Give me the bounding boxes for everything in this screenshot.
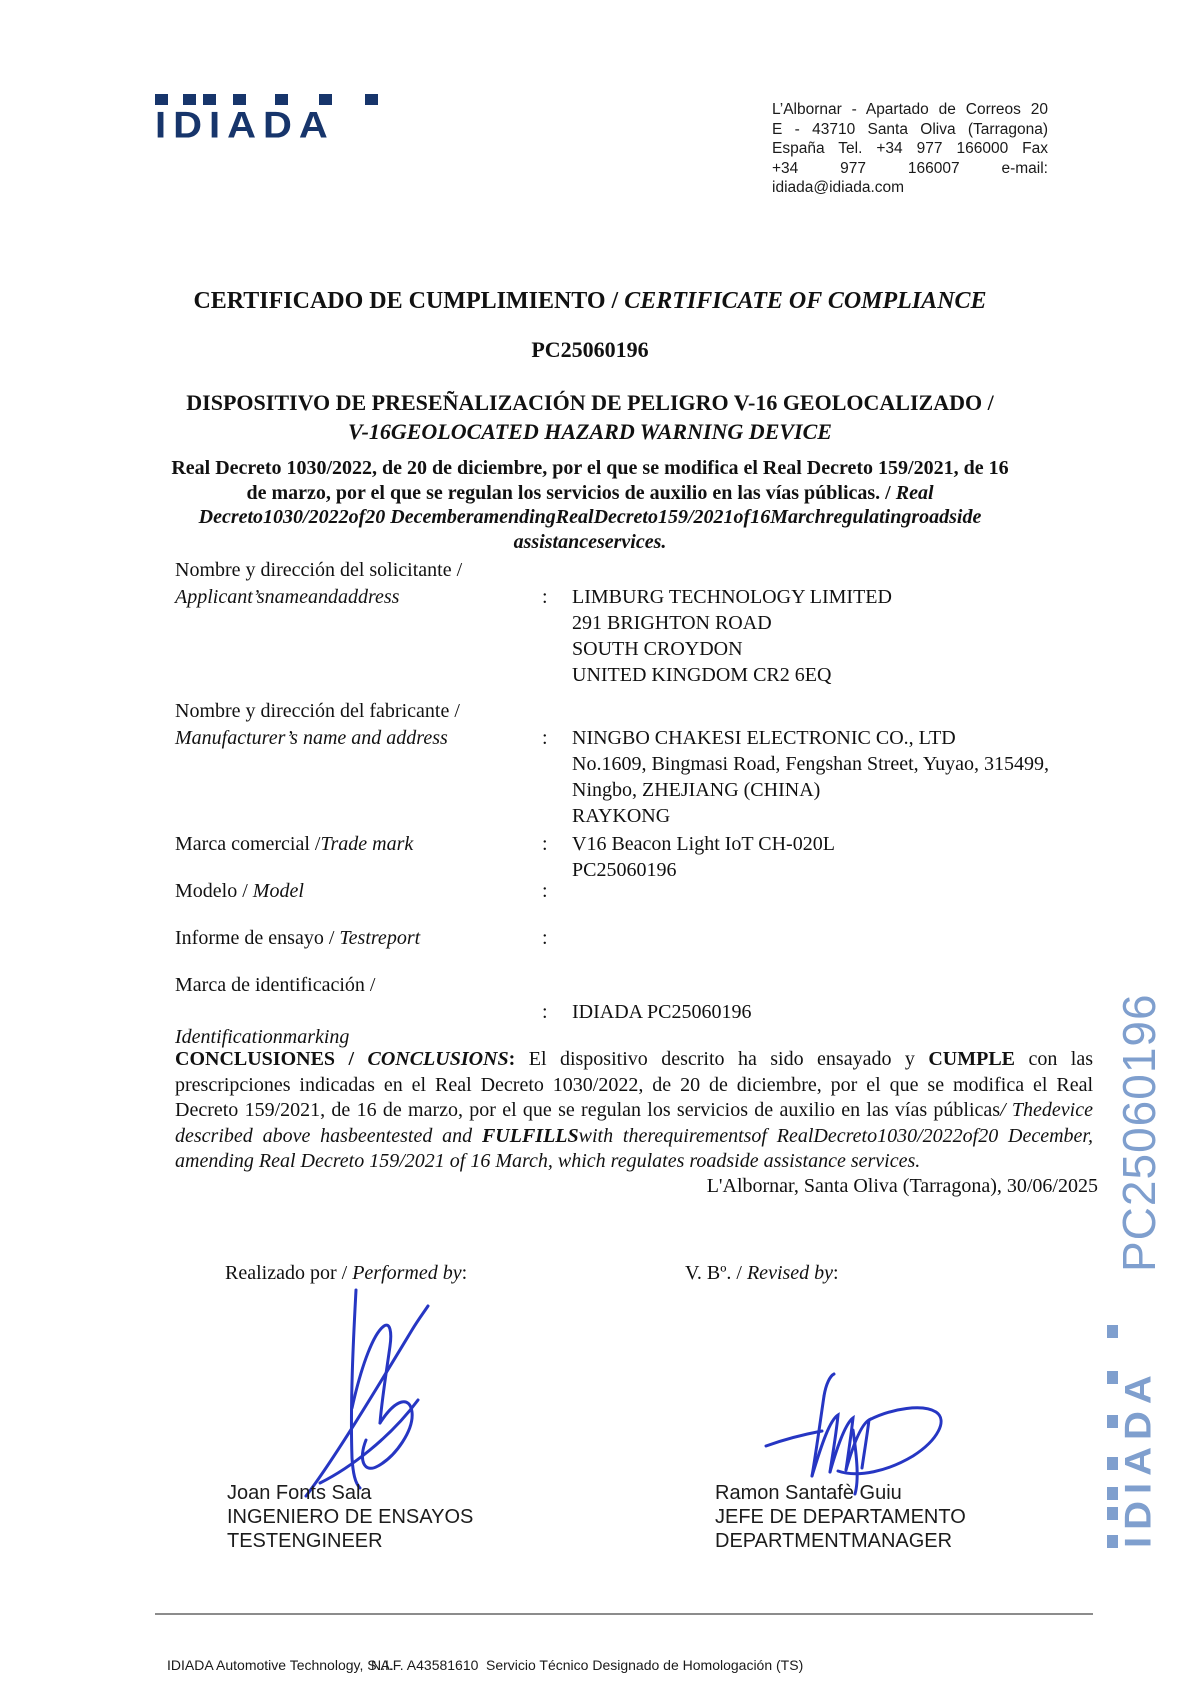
footer-company: IDIADA Automotive Technology, S.A.	[167, 1657, 394, 1673]
manufacturer-line: RAYKONG	[572, 805, 671, 827]
signature-left	[300, 1288, 465, 1503]
signer-right-role-es: JEFE DE DEPARTAMENTO	[715, 1506, 966, 1528]
manufacturer-colon: :	[542, 727, 548, 749]
manufacturer-label-es: Nombre y dirección del fabricante /	[175, 700, 460, 722]
certificate-number: PC25060196	[531, 337, 649, 362]
decree-es: Real Decreto 1030/2022, de 20 de diciembre, por el que se modifica el Real Decreto 159/2021, de 16 de marzo, por el que se regulan los servicios de auxilio en las vías públicas. /	[171, 457, 1009, 504]
performed-by-label-es: Realizado por /	[225, 1262, 353, 1284]
signer-left-block	[227, 1481, 473, 1553]
idiada-logo	[155, 93, 378, 145]
testreport-label-es: Informe de ensayo /	[175, 927, 340, 949]
model-label-es: Modelo /	[175, 880, 253, 902]
trademark-label-en: Trade mark	[320, 833, 414, 855]
side-idiada-logo	[1106, 1325, 1158, 1548]
trademark-label-es: Marca comercial /	[175, 833, 321, 855]
manufacturer-value	[572, 725, 1077, 829]
signer-right-block	[715, 1481, 966, 1553]
logo-dash-icon	[275, 94, 288, 105]
logo-dash-icon	[319, 94, 332, 105]
conclusions-text-en-1: / Thedevice described above hasbeentested and	[175, 1099, 1093, 1147]
conclusions-fulfills: FULFILLS	[481, 1124, 579, 1147]
applicant-label-en: Applicant’snameandaddress	[175, 586, 400, 608]
logo-dash-icon	[155, 94, 168, 105]
idmarking-label-es: Marca de identificación /	[175, 974, 376, 996]
logo-dash-icon	[1107, 1535, 1118, 1548]
logo-dash-icon	[1107, 1507, 1118, 1520]
trademark-line: V16 Beacon Light IoT CH-020L	[572, 833, 835, 855]
revised-by-colon: :	[833, 1262, 839, 1284]
revised-by-label-es: V. Bº. /	[685, 1262, 747, 1284]
address-line: E - 43710 Santa Oliva (Tarragona)	[772, 120, 1048, 138]
testreport-colon: :	[542, 927, 548, 949]
applicant-value	[572, 584, 1077, 688]
certificate-title	[145, 288, 1035, 315]
conclusions-heading-en: CONCLUSIONS	[367, 1048, 509, 1070]
idmarking-value: IDIADA PC25060196	[572, 1001, 752, 1023]
logo-dash-icon	[1107, 1457, 1118, 1470]
idmarking-label-en: Identificationmarking	[175, 1026, 350, 1048]
signer-left-name: Joan Fonts Sala	[227, 1482, 372, 1504]
side-idiada-logo-word: IDIADA	[1118, 1368, 1159, 1548]
logo-dash-icon	[1107, 1487, 1118, 1500]
certificate-title-es: CERTIFICADO DE CUMPLIMIENTO /	[193, 288, 625, 314]
applicant-colon: :	[542, 586, 548, 608]
applicant-line: SOUTH CROYDON	[572, 638, 743, 660]
device-title-en: V-16GEOLOCATED HAZARD WARNING DEVICE	[348, 419, 832, 444]
applicant-line: UNITED KINGDOM CR2 6EQ	[572, 664, 832, 686]
trademark-label	[175, 831, 413, 857]
model-label-en: Model	[252, 880, 304, 902]
idmarking-colon: :	[542, 1001, 548, 1023]
performed-by-label	[225, 1262, 467, 1285]
performed-by-label-en: Performed by	[352, 1262, 462, 1284]
conclusions-text-es-2: con las prescripciones indicadas en el Real Decreto 1030/2022, de 20 de diciembre, por el que se modifica el Real Decreto 159/2021, de 16 de marzo, por el que se regulan los servicios de auxilio en las vías públicas	[175, 1048, 1093, 1121]
decree-en: Real Decreto1030/2022of20 DecemberamendingRealDecreto159/2021of16Marchregulatingroadside assistanceservices.	[198, 481, 982, 553]
logo-dash-icon	[365, 94, 378, 105]
address-line: +34 977 166007 e-mail:	[772, 159, 1048, 177]
device-title-es: DISPOSITIVO DE PRESEÑALIZACIÓN DE PELIGRO V-16 GEOLOCALIZADO /	[186, 390, 994, 415]
revised-by-label	[685, 1262, 839, 1285]
device-title	[145, 388, 1035, 446]
idiada-logo-word: IDIADA	[155, 105, 335, 146]
conclusions-cumple: CUMPLE	[928, 1048, 1016, 1070]
testreport-label-en: Testreport	[339, 927, 421, 949]
trademark-colon: :	[542, 833, 548, 855]
footer-nif: N.I.F. A43581610	[371, 1657, 479, 1673]
address-line: España Tel. +34 977 166000 Fax	[772, 140, 1048, 157]
signer-right-name: Ramon Santafè Guiu	[715, 1482, 902, 1504]
address-line: L’Albornar - Apartado de Correos 20	[772, 101, 1048, 118]
applicant-line: 291 BRIGHTON ROAD	[572, 612, 772, 634]
revised-by-label-en: Revised by	[746, 1262, 834, 1284]
idiada-logo-dashes	[155, 93, 378, 105]
conclusions-colon: :	[508, 1048, 529, 1070]
logo-dash-icon	[1107, 1371, 1118, 1384]
decree-paragraph	[165, 456, 1015, 554]
manufacturer-line: No.1609, Bingmasi Road, Fengshan Street, Yuyao, 315499,	[572, 753, 1050, 775]
applicant-label-es: Nombre y dirección del solicitante /	[175, 559, 463, 581]
signer-left-role-en: TESTENGINEER	[227, 1530, 383, 1552]
trademark-line: PC25060196	[572, 859, 677, 881]
manufacturer-line: NINGBO CHAKESI ELECTRONIC CO., LTD	[572, 727, 956, 749]
logo-dash-icon	[1107, 1415, 1118, 1428]
side-idiada-logo-dashes	[1106, 1325, 1118, 1548]
company-address	[772, 100, 1048, 198]
signature-right	[758, 1368, 958, 1498]
manufacturer-line: Ningbo, ZHEJIANG (CHINA)	[572, 779, 821, 801]
logo-dash-icon	[233, 94, 246, 105]
signer-right-role-en: DEPARTMENTMANAGER	[715, 1530, 953, 1552]
conclusions-text-en-2: with therequirementsof RealDecreto1030/2022of20 December, amending Real Decreto 159/2021 of 16 March, which regulates roadside assistance services.	[175, 1124, 1093, 1172]
logo-dash-icon	[183, 94, 196, 105]
footer-service: Servicio Técnico Designado de Homologación (TS)	[486, 1657, 804, 1673]
logo-dash-icon	[203, 94, 216, 105]
footer-divider	[155, 1613, 1093, 1615]
manufacturer-label-en: Manufacturer’s name and address	[175, 727, 448, 749]
testreport-label	[175, 925, 420, 951]
conclusions-heading-es: CONCLUSIONES /	[175, 1048, 368, 1070]
certificate-title-en: CERTIFICATE OF COMPLIANCE	[624, 288, 987, 314]
model-colon: :	[542, 880, 548, 902]
performed-by-colon: :	[461, 1262, 468, 1284]
place-date-line: L'Albornar, Santa Oliva (Tarragona), 30/06/2025	[706, 1175, 1098, 1197]
logo-dash-icon	[1107, 1325, 1118, 1338]
address-line-email: idiada@idiada.com	[772, 179, 905, 196]
conclusions-text-es-1: El dispositivo descrito ha sido ensayado y	[528, 1048, 929, 1070]
signer-left-role-es: INGENIERO DE ENSAYOS	[227, 1506, 474, 1528]
trademark-value	[572, 831, 1077, 883]
model-label	[175, 878, 304, 904]
applicant-line: LIMBURG TECHNOLOGY LIMITED	[572, 586, 892, 608]
side-certificate-number: PC25060196	[1113, 993, 1165, 1272]
conclusions-paragraph	[175, 1047, 1093, 1175]
